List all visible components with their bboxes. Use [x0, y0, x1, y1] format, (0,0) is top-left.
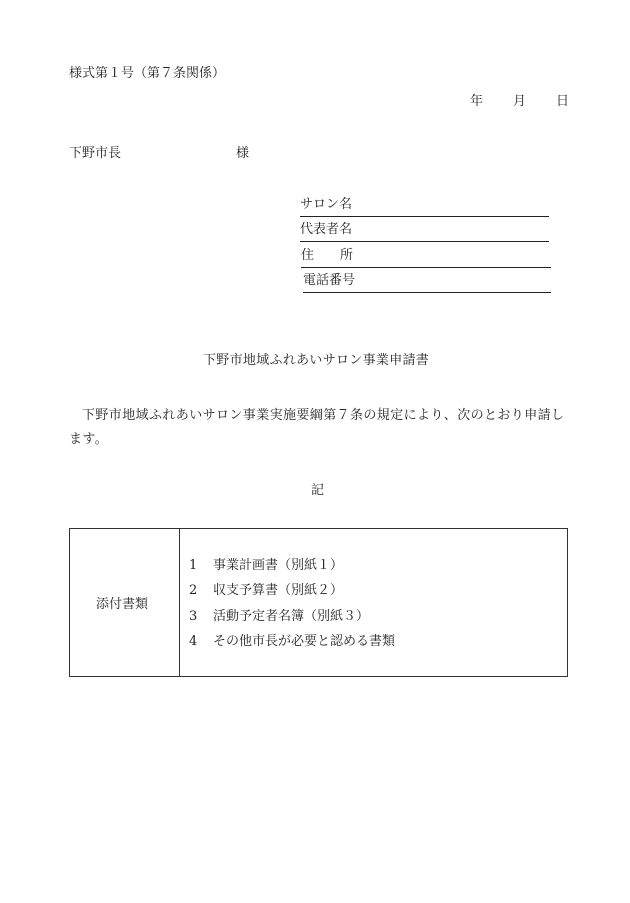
date-day-label: 日: [556, 94, 570, 109]
attachment-item: [189, 584, 343, 597]
date-year-label: 年: [470, 94, 484, 109]
attachment-item-text: 事業計画書（別紙１）: [213, 558, 344, 573]
addressee-name: 下野市長: [69, 146, 122, 161]
address-label: 住 所: [301, 248, 354, 263]
attachment-item: [189, 635, 395, 648]
salon-name-field[interactable]: [300, 198, 549, 217]
application-statement: 下野市地域ふれあいサロン事業実施要綱第７条の規定により、次のとおり申請します。: [69, 408, 565, 447]
attachment-label-cell: [70, 529, 180, 676]
address-field[interactable]: [301, 249, 551, 268]
date-line: [470, 95, 569, 108]
salon-name-label: サロン名: [300, 197, 353, 212]
addressee-honorific: 様: [236, 146, 250, 161]
phone-number-field[interactable]: [303, 274, 551, 293]
attachment-item-text: その他市長が必要と認める書類: [213, 634, 396, 649]
phone-number-label: 電話番号: [303, 273, 356, 288]
attachment-item-text: 収支予算書（別紙２）: [213, 583, 344, 598]
attachment-item: [189, 559, 343, 572]
form-number: 様式第１号（第７条関係）: [69, 66, 226, 81]
attachment-item-text: 活動予定者名簿（別紙３）: [213, 609, 370, 624]
date-month-label: 月: [513, 94, 527, 109]
ki-heading: 記: [311, 483, 325, 498]
attachment-label: 添付書類: [96, 597, 149, 612]
attachment-item-number: 3: [189, 609, 198, 624]
attachment-table: [69, 528, 568, 677]
attachment-item-number: 2: [189, 583, 198, 598]
attachment-list: [180, 529, 567, 676]
representative-name-field[interactable]: [300, 223, 549, 242]
representative-name-label: 代表者名: [300, 222, 353, 237]
attachment-item: [189, 610, 369, 623]
document-title: 下野市地域ふれあいサロン事業申請書: [203, 353, 430, 368]
attachment-item-number: 1: [189, 558, 198, 573]
attachment-item-number: 4: [189, 634, 198, 649]
